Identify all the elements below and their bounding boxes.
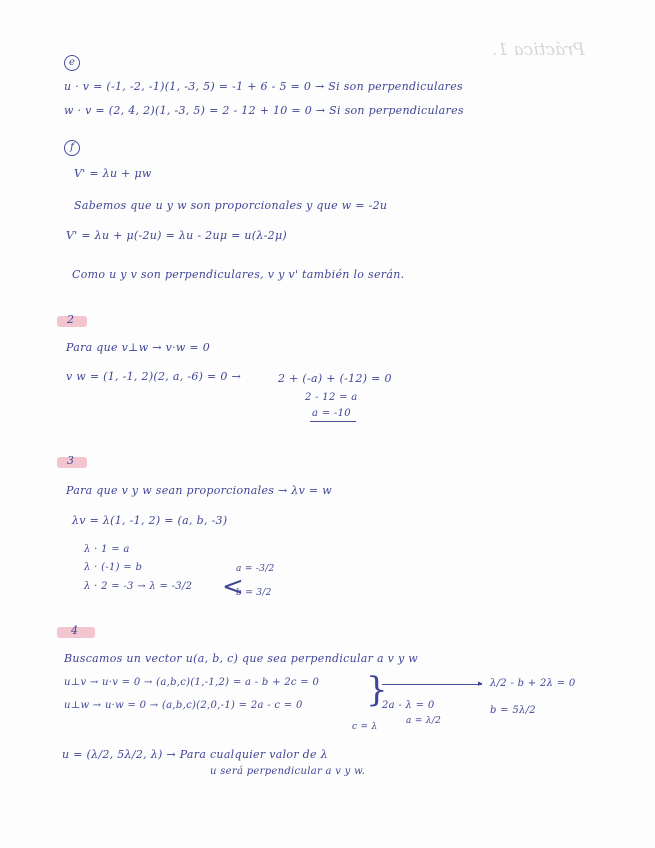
section-3-line-2: λv = λ(1, -1, 2) = (a, b, -3) xyxy=(72,514,228,527)
section-2-result: a = -10 xyxy=(312,408,351,419)
section-3-line-3: λ · 1 = a xyxy=(84,544,130,555)
section-e-marker: e xyxy=(64,55,80,71)
section-3-result-a: a = -3/2 xyxy=(236,564,275,574)
section-3-line-1: Para que v y w sean proporcionales → λv = w xyxy=(66,484,332,497)
section-f-line-4: Como u y v son perpendiculares, v y v' también lo serán. xyxy=(72,268,405,281)
result-underline xyxy=(310,421,356,422)
section-4-line-3: u⊥w → u·w = 0 → (a,b,c)(2,0,-1) = 2a - c = 0 xyxy=(64,700,303,711)
section-e-line-1: u · v = (-1, -2, -1)(1, -3, 5) = -1 + 6 - 5 = 0 → Si son perpendiculares xyxy=(64,80,463,93)
bleed-through-title: Práctica 1. xyxy=(492,40,585,60)
section-2-line-1: Para que v⊥w → v·w = 0 xyxy=(66,341,211,354)
section-3-line-4: λ · (-1) = b xyxy=(84,562,143,573)
section-4-line-5: u será perpendicular a v y w. xyxy=(210,766,366,777)
section-4-line-4: u = (λ/2, 5λ/2, λ) → Para cualquier valor de λ xyxy=(62,748,328,761)
section-2-line-2b: 2 + (-a) + (-12) = 0 xyxy=(278,372,392,385)
section-2-line-2: v w = (1, -1, 2)(2, a, -6) = 0 → xyxy=(66,370,241,383)
section-4-right-2: 2a - λ = 0 xyxy=(382,700,435,711)
section-4-line-1: Buscamos un vector u(a, b, c) que sea perpendicular a v y w xyxy=(64,652,418,665)
section-3-line-5: λ · 2 = -3 → λ = -3/2 xyxy=(84,581,193,592)
section-2-line-3: 2 - 12 = a xyxy=(305,392,358,403)
section-4-line-2: u⊥v → u·v = 0 → (a,b,c)(1,-1,2) = a - b + 2c = 0 xyxy=(64,677,320,688)
section-4-right-4: b = 5λ/2 xyxy=(490,705,536,716)
section-f-line-2: Sabemos que u y w son proporcionales y que w = -2u xyxy=(74,199,388,212)
section-f-line-3: V' = λu + μ(-2u) = λu - 2uμ = u(λ-2μ) xyxy=(66,229,287,242)
section-4-number: 4 xyxy=(71,624,78,637)
section-f-marker: f xyxy=(64,140,80,156)
section-3-number: 3 xyxy=(67,454,74,467)
system-arrow-head: ▸ xyxy=(478,679,483,689)
section-4-right-3: a = λ/2 xyxy=(406,716,442,726)
section-2-number: 2 xyxy=(67,313,74,326)
section-3-result-b: b = 3/2 xyxy=(236,588,272,598)
section-4-right-1: λ/2 - b + 2λ = 0 xyxy=(490,678,576,689)
section-4-c-value: c = λ xyxy=(352,722,378,732)
section-f-line-1: V' = λu + μw xyxy=(74,167,152,180)
system-brace: } xyxy=(366,670,388,710)
system-arrow-line xyxy=(382,684,482,685)
branch-bracket: < xyxy=(222,572,245,602)
section-e-line-2: w · v = (2, 4, 2)(1, -3, 5) = 2 - 12 + 10 = 0 → Si son perpendiculares xyxy=(64,104,464,117)
